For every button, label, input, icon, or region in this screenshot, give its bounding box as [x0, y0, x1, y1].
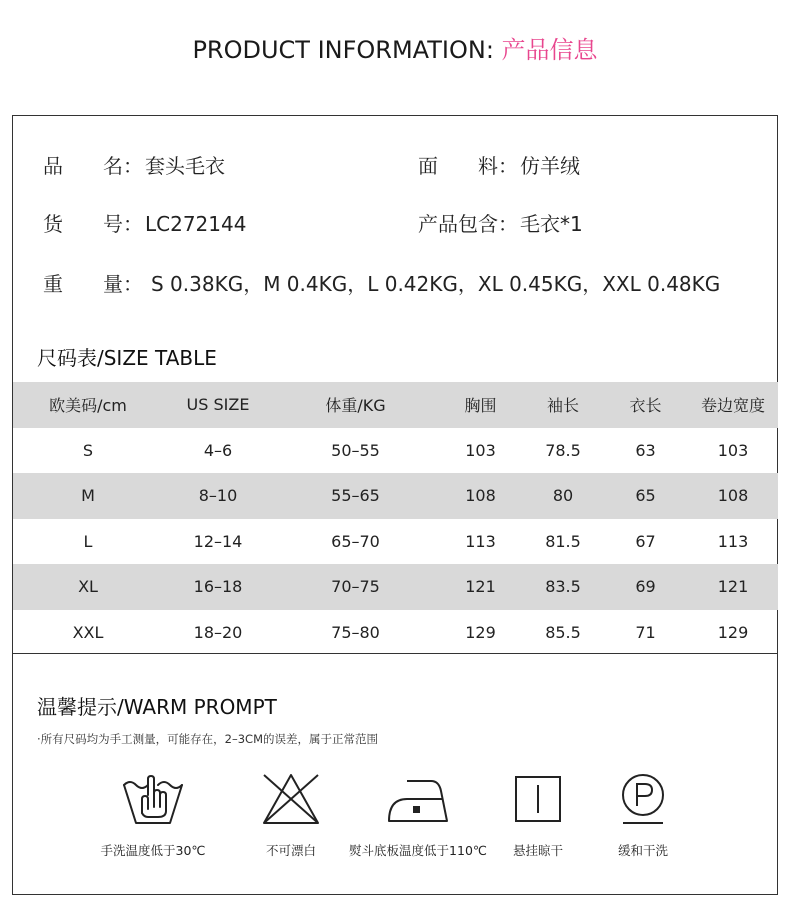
header-title-cn: 产品信息	[501, 36, 598, 64]
table-cell: M	[81, 486, 95, 506]
table-cell: 78.5	[545, 440, 581, 460]
iron-icon	[385, 771, 451, 827]
table-cell: 69	[635, 577, 656, 597]
size-table-header: US SIZE	[186, 395, 250, 415]
table-cell: 55–65	[331, 486, 380, 506]
care-label: 不可漂白	[265, 843, 316, 858]
warm-prompt-note: ·所有尺码均为手工测量，可能存在，2–3CM的误差，属于正常范围	[37, 732, 378, 746]
gentle-dry-clean-icon	[610, 771, 676, 827]
table-cell: 67	[635, 531, 656, 551]
table-cell: 12–14	[193, 531, 243, 551]
table-row	[13, 428, 778, 474]
info-package	[418, 208, 583, 237]
table-row	[13, 473, 778, 519]
table-row	[13, 564, 778, 610]
hang-dry-icon	[505, 771, 571, 827]
no-bleach-icon	[258, 771, 324, 827]
table-cell: 129	[465, 622, 496, 642]
info-fabric-value: 仿羊绒	[520, 154, 580, 178]
info-weight	[43, 268, 720, 297]
table-cell: 113	[465, 531, 496, 551]
info-weight-value: S 0.38KG，M 0.4KG，L 0.42KG，XL 0.45KG，XXL 0.48KG	[151, 272, 721, 296]
table-cell: 71	[635, 622, 656, 642]
table-cell: 63	[635, 440, 656, 460]
size-table-header: 衣长	[629, 396, 662, 416]
size-table-header: 卷边宽度	[700, 396, 765, 416]
table-cell: 8–10	[198, 486, 238, 506]
table-cell: 85.5	[545, 622, 581, 642]
info-sku	[43, 208, 246, 237]
table-cell: 129	[717, 622, 749, 642]
table-cell: 121	[465, 577, 496, 597]
table-cell: 108	[717, 486, 749, 506]
size-table-title: 尺码表/SIZE TABLE	[37, 346, 217, 370]
table-cell: 83.5	[545, 577, 581, 597]
table-cell: XXL	[72, 622, 104, 642]
table-cell: 65	[635, 486, 656, 506]
hand-wash-icon	[120, 771, 186, 827]
page-header	[0, 30, 790, 65]
care-item-hand-wash	[78, 771, 228, 859]
info-package-label: 产品包含：	[418, 212, 518, 236]
table-cell: 103	[717, 440, 749, 460]
table-cell: 113	[717, 531, 749, 551]
table-cell: 16–18	[193, 577, 243, 597]
table-cell: L	[83, 531, 93, 551]
care-label: 手洗温度低于30℃	[100, 843, 206, 858]
section-divider	[13, 653, 778, 654]
size-table	[13, 382, 778, 655]
table-cell: 80	[552, 486, 574, 506]
size-table-header: 胸围	[464, 396, 497, 416]
table-row	[13, 519, 778, 565]
size-table-header: 欧美码/cm	[49, 396, 127, 416]
table-cell: 18–20	[193, 622, 243, 642]
table-cell: 103	[465, 440, 496, 460]
info-name-label: 品 名：	[43, 154, 143, 178]
table-cell: 75–80	[331, 622, 380, 642]
table-cell: 108	[465, 486, 496, 506]
info-name	[43, 150, 225, 179]
product-info-panel	[12, 115, 778, 895]
table-cell: 50–55	[331, 440, 380, 460]
care-label: 缓和干洗	[617, 843, 668, 858]
size-table-header: 袖长	[546, 396, 579, 416]
warm-prompt-title: 温馨提示/WARM PROMPT	[37, 695, 277, 719]
size-table-header: 体重/KG	[325, 396, 386, 416]
info-fabric-label: 面 料：	[418, 154, 518, 178]
header-title-en: PRODUCT INFORMATION:	[192, 36, 494, 64]
size-table-header-row	[13, 382, 778, 428]
table-cell: S	[82, 440, 94, 460]
info-sku-label: 货 号：	[43, 212, 143, 236]
care-item-gentle-dry-clean	[568, 771, 718, 859]
info-fabric	[418, 150, 580, 179]
table-cell: 65–70	[331, 531, 380, 551]
table-cell: 4–6	[203, 440, 233, 460]
info-package-value: 毛衣*1	[520, 212, 583, 236]
table-cell: 81.5	[545, 531, 581, 551]
table-row	[13, 610, 778, 656]
info-weight-label: 重 量：	[43, 272, 143, 296]
table-cell: XL	[78, 577, 98, 597]
care-label: 悬挂晾干	[512, 843, 563, 858]
care-label: 熨斗底板温度低于110℃	[349, 843, 487, 858]
table-cell: 70–75	[331, 577, 380, 597]
info-name-value: 套头毛衣	[145, 154, 225, 178]
info-sku-value: LC272144	[145, 212, 247, 236]
table-cell: 121	[717, 577, 749, 597]
